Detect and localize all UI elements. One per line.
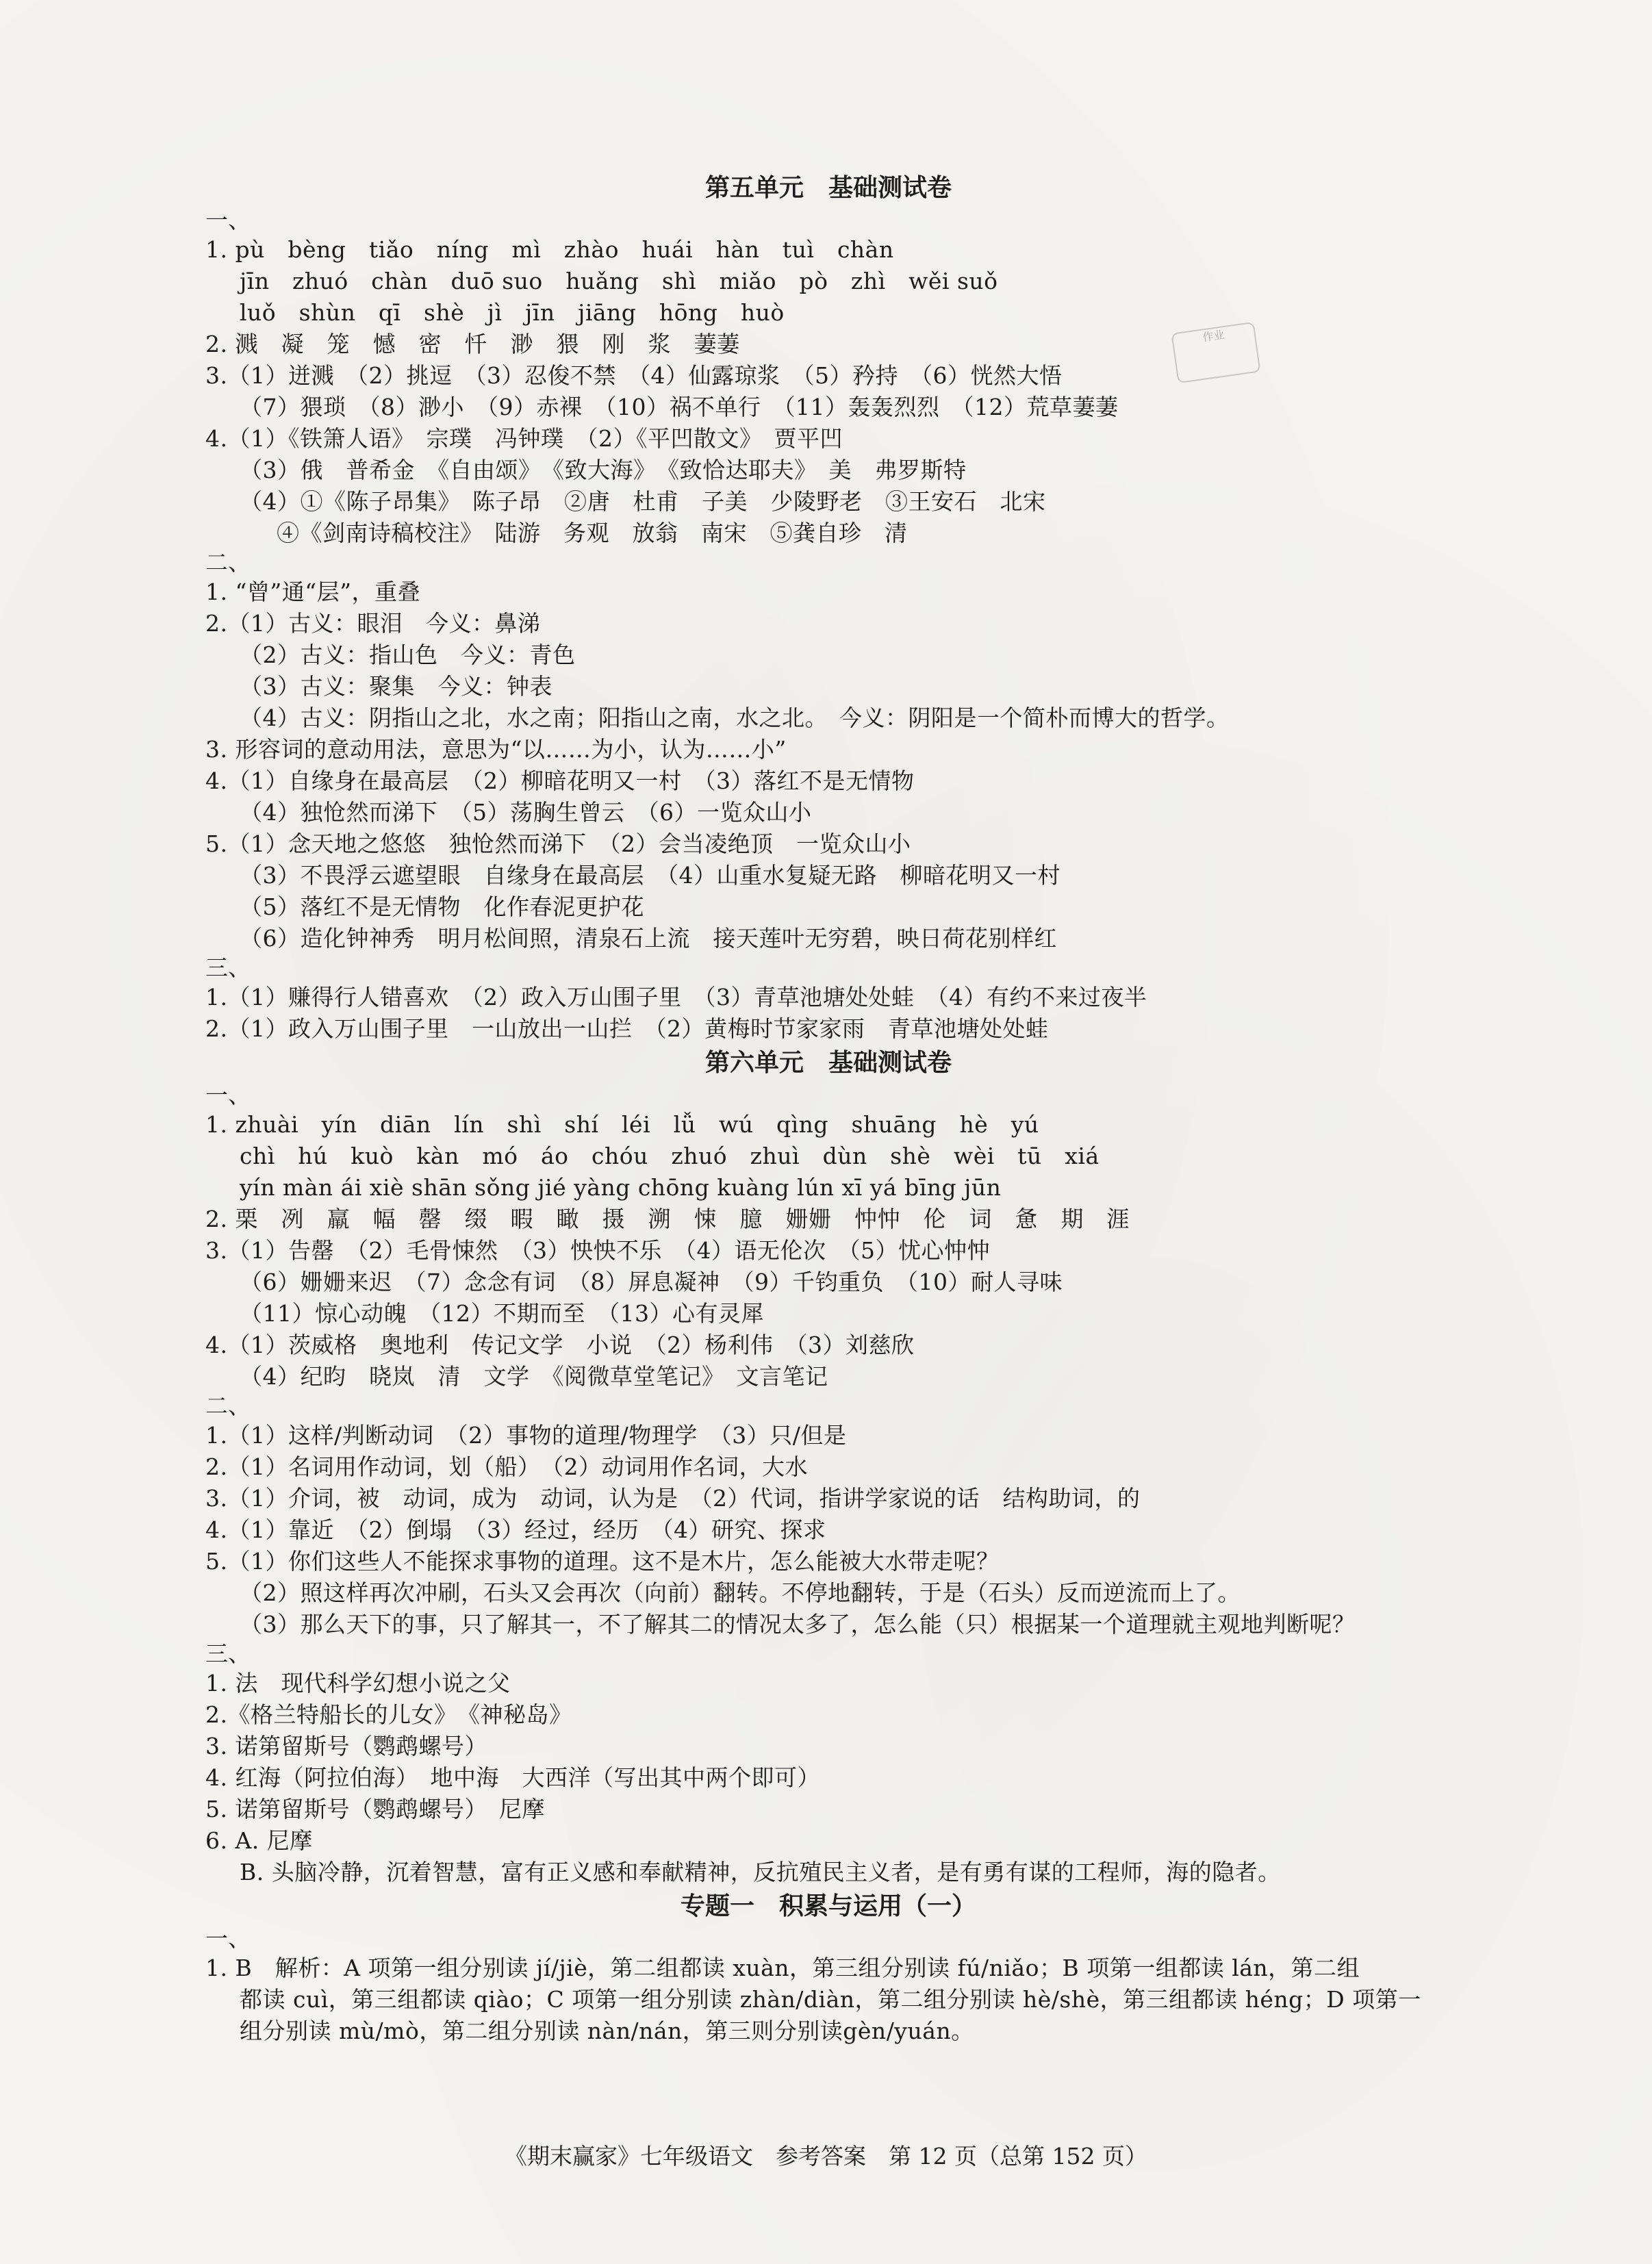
answer-line: （4）独怆然而涕下 （5）荡胸生曾云 （6）一览众山小: [240, 799, 812, 826]
answer-line: 1. B 解析：A 项第一组分别读 jí/jiè，第二组都读 xuàn，第三组分别读 fú/niǎo；B 项第一组都读 lán，第二组: [205, 1955, 1360, 1981]
answer-line: yín màn ái xiè shān sǒng jié yàng chōng kuàng lún xī yá bīng jūn: [240, 1174, 1002, 1201]
answer-line: 2.（1）古义：眼泪 今义：鼻涕: [205, 610, 541, 637]
answer-line: 2. 栗 冽 羸 幅 罄 缀 暇 瞰 摄 溯 悚 臆 姗姗 忡忡 伦 词 惫 期 涯: [205, 1206, 1130, 1232]
answer-line: （6）造化钟神秀 明月松间照，清泉石上流 接天莲叶无穷碧，映日荷花别样红: [240, 925, 1057, 952]
answer-line: ④《剑南诗稿校注》 陆游 务观 放翁 南宋 ⑤龚自珍 清: [277, 520, 908, 546]
answer-line: 5.（1）你们这些人不能探求事物的道理。这不是木片，怎么能被大水带走呢？: [205, 1548, 1000, 1575]
answer-line: 3. 诺第留斯号（鹦鹉螺号）: [205, 1733, 487, 1759]
answer-line: （2）古义：指山色 今义：青色: [240, 641, 576, 668]
section-title: 第五单元 基础测试卷: [704, 174, 952, 202]
answer-line: （3）不畏浮云遮望眼 自缘身在最高层 （4）山重水复疑无路 柳暗花明又一村: [240, 862, 1060, 889]
answer-line: 3. 形容词的意动用法，意思为“以……为小，认为……小”: [205, 736, 787, 763]
answer-line: 3.（1）介词，被 动词，成为 动词，认为是 （2）代词，指讲学家说的话 结构助词，的: [205, 1485, 1141, 1512]
answer-line: （7）猥琐 （8）渺小 （9）赤裸 （10）祸不单行 （11）轰轰烈烈 （12）荒草萋萋: [240, 394, 1119, 420]
answer-line: 1. zhuài yín diān lín shì shí léi lǚ wú qìng shuāng hè yú: [205, 1111, 1039, 1138]
answer-line: 6. A. 尼摩: [205, 1827, 313, 1854]
answer-line: （2）照这样再次冲刷，石头又会再次（向前）翻转。不停地翻转，于是（石头）反而逆流而上了。: [240, 1579, 1241, 1606]
answer-line: （4）古义：阴指山之北，水之南；阳指山之南，水之北。 今义：阴阳是一个简朴而博大的哲学。: [240, 704, 1230, 731]
part-heading: 三、: [205, 954, 251, 981]
answer-line: 都读 cuì，第三组都读 qiào；C 项第一组分别读 zhàn/diàn，第二组分别读 hè/shè，第三组都读 héng；D 项第一: [240, 1986, 1421, 2013]
answer-line: 2.《格兰特船长的儿女》 《神秘岛》: [205, 1701, 572, 1728]
answer-line: （4）纪昀 晓岚 清 文学 《阅微草堂笔记》 文言笔记: [240, 1363, 828, 1390]
part-heading: 二、: [205, 549, 251, 576]
answer-line: luǒ shùn qī shè jì jīn jiāng hōng huò: [240, 299, 785, 326]
answer-line: jīn zhuó chàn duō suo huǎng shì miǎo pò zhì wěi suǒ: [240, 268, 998, 294]
answer-line: 3.（1）迸溅 （2）挑逗 （3）忍俊不禁 （4）仙露琼浆 （5）矜持 （6）恍然大悟: [205, 362, 1063, 389]
answer-line: 1. pù bèng tiǎo níng mì zhào huái hàn tuì chàn: [205, 236, 894, 263]
section-title: 专题一 积累与运用（一）: [680, 1892, 976, 1920]
answer-line: 3.（1）告罄 （2）毛骨悚然 （3）怏怏不乐 （4）语无伦次 （5）忧心忡忡: [205, 1237, 990, 1264]
answer-line: （11）惊心动魄 （12）不期而至 （13）心有灵犀: [240, 1300, 764, 1327]
answer-line: （3）那么天下的事，只了解其一，不了解其二的情况太多了，怎么能（只）根据某一个道理就主观地判断呢？: [240, 1611, 1356, 1638]
answer-line: 2.（1）名词用作动词，划（船） （2）动词用作名词，大水: [205, 1453, 808, 1480]
part-heading: 一、: [205, 207, 251, 233]
answer-line: 1. “曾”通“层”，重叠: [205, 578, 420, 605]
answer-line: B. 头脑冷静，沉着智慧，富有正义感和奉献精神，反抗殖民主义者，是有勇有谋的工程师，海的隐者。: [240, 1859, 1281, 1885]
stamp-text: 作业: [1202, 328, 1225, 344]
part-heading: 二、: [205, 1392, 251, 1419]
answer-line: 组分别读 mù/mò，第二组分别读 nàn/nán，第三则分别读gèn/yuán。: [240, 2018, 974, 2044]
answer-line: 1. 法 现代科学幻想小说之父: [205, 1670, 511, 1696]
part-heading: 三、: [205, 1640, 251, 1667]
page-footer: 《期末赢家》七年级语文 参考答案 第 12 页（总第 152 页）: [505, 2143, 1147, 2170]
answer-line: 1.（1）这样/判断动词 （2）事物的道理/物理学 （3）只/但是: [205, 1422, 847, 1449]
section-title: 第六单元 基础测试卷: [704, 1049, 952, 1077]
answer-line: （6）姗姗来迟 （7）念念有词 （8）屏息凝神 （9）千钧重负 （10）耐人寻味: [240, 1269, 1063, 1295]
answer-line: 1.（1）赚得行人错喜欢 （2）政入万山围子里 （3）青草池塘处处蛙 （4）有约不来过夜半: [205, 984, 1147, 1010]
part-heading: 一、: [205, 1082, 251, 1108]
answer-line: 4. 红海（阿拉伯海） 地中海 大西洋（写出其中两个即可）: [205, 1764, 820, 1791]
answer-line: 5. 诺第留斯号（鹦鹉螺号） 尼摩: [205, 1796, 545, 1822]
answer-line: （3）古义：聚集 今义：钟表: [240, 673, 552, 700]
answer-line: （4）①《陈子昂集》 陈子昂 ②唐 杜甫 子美 少陵野老 ③王安石 北宋: [240, 488, 1046, 515]
answer-line: 4.（1）《铁箫人语》 宗璞 冯钟璞 （2）《平凹散文》 贾平凹: [205, 425, 843, 452]
answer-line: 5.（1）念天地之悠悠 独怆然而涕下 （2）会当凌绝顶 一览众山小: [205, 830, 911, 857]
answer-line: 4.（1）靠近 （2）倒塌 （3）经过，经历 （4）研究、探求: [205, 1516, 826, 1543]
answer-line: 4.（1）茨威格 奥地利 传记文学 小说 （2）杨利伟 （3）刘慈欣: [205, 1332, 915, 1358]
answer-line: 2.（1）政入万山围子里 一山放出一山拦 （2）黄梅时节家家雨 青草池塘处处蛙: [205, 1015, 1049, 1042]
answer-content: [205, 170, 1479, 2047]
part-heading: 一、: [205, 1925, 251, 1952]
answer-line: 4.（1）自缘身在最高层 （2）柳暗花明又一村 （3）落红不是无情物: [205, 767, 915, 794]
answer-line: 2. 溅 凝 笼 憾 密 忏 渺 猥 刚 浆 萋萋: [205, 331, 740, 357]
answer-line: （3）俄 普希金 《自由颂》 《致大海》 《致恰达耶夫》 美 弗罗斯特: [240, 457, 967, 483]
answer-line: chì hú kuò kàn mó áo chóu zhuó zhuì dùn shè wèi tū xiá: [240, 1143, 1100, 1169]
answer-line: （5）落红不是无情物 化作春泥更护花: [240, 893, 644, 920]
